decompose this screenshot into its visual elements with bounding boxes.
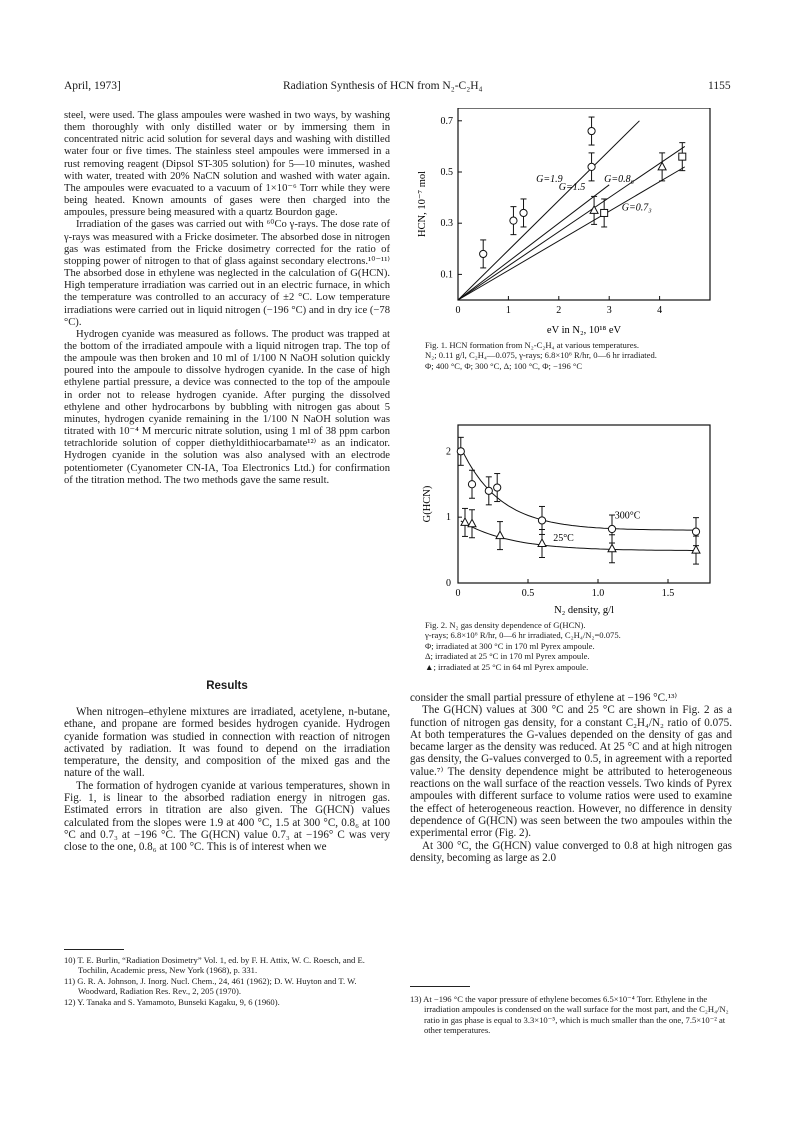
fig1-caption-title: Fig. 1. HCN formation from N₂-C₂H₄ at various temperatures.: [425, 340, 640, 350]
data-point: [538, 517, 545, 524]
data-point: [485, 487, 492, 494]
x-tick-label: 4: [657, 305, 663, 316]
paragraph: When nitrogen–ethylene mixtures are irradiated, acetylene, n-butane, ethane, and propane are formed besides hydrogen cyanide. Hydrogen cyanide formation was studied in connection with reaction of nitrogen activated by radiation. It was found to depend on the irradiation temperature, the density, and composition of the mixed gas and the nature of the wall.: [64, 706, 390, 780]
fig2-legend-item: Φ; irradiated at 300 °C in 170 ml Pyrex ampoule.: [425, 640, 595, 651]
data-point: [608, 525, 615, 532]
results-text: [64, 706, 390, 854]
y-tick-label: 0.1: [440, 269, 453, 281]
header-page-number: 1155: [708, 80, 731, 92]
data-point: [588, 127, 595, 134]
paragraph: consider the small partial pressure of ethylene at −196 °C.¹³⁾: [410, 692, 678, 704]
y-axis-label: G(HCN): [422, 485, 433, 523]
y-tick-label: 2: [446, 446, 451, 458]
x-tick-label: 1.0: [591, 588, 605, 599]
y-tick-label: 0.3: [440, 218, 453, 230]
footnote: 13) At −196 °C the vapor pressure of ethylene becomes 6.5×10⁻⁴ Torr. Ethylene in the irradiation ampoules is condensed on the wall surface for the most part, and the C₂H₄/N₂ ratio in gas phase is equal to 3.3×10⁻⁵, which is much smaller than the one, 7.5×10⁻² at other temperatures.: [410, 994, 729, 1036]
x-tick-label: 0: [455, 305, 461, 316]
paragraph: steel, were used. The glass ampoules were washed in two ways, by washing them thoroughly with only distilled water or by immersing them in concentrated nitric acid solution for several days and washing with distilled water four or five times. The stainless steel ampoules were immersed in a rust removing reagent (Dipsol ST-305 solution) for 5—10 minutes, washed with water, treated with 20% NaCN solution and washed with water again. The ampoules were evacuated to a vacuum of 1×10⁻⁶ Torr while they were being heated. Known amounts of gases were then charged into the ampoules, pressure being measured with a quartz Bourdon gage.: [64, 110, 390, 219]
x-axis-label: N₂ density, g/l: [554, 605, 614, 616]
footnotes-left: [64, 955, 390, 1007]
data-point: [588, 163, 595, 170]
trend-curve: [461, 521, 699, 551]
footnote: 11) G. R. A. Johnson, J. Inorg. Nucl. Chem., 24, 461 (1962); D. W. Huyton and T. W. Woodward, Radiation Res. Rev., 2, 205 (1970).: [64, 975, 357, 997]
data-point: [480, 250, 487, 257]
x-tick-label: 3: [606, 305, 612, 316]
fit-line: [458, 146, 685, 300]
fig1-caption-line: N₂; 0.11 g/l, C₂H₄—0.075, γ-rays; 6.8×10⁶ R/hr, 0—6 hr irradiated.: [425, 350, 657, 361]
x-tick-label: 1: [505, 305, 511, 316]
series-label: G=1.9: [536, 174, 563, 186]
data-point: [457, 448, 464, 455]
paragraph: Hydrogen cyanide was measured as follows. The product was trapped at the bottom of the irradiated ampoule with a liquid nitrogen trap. The top of the ampoule was then broken and 10 ml of 1/100 N NaOH solution quickly poured into the ampoule to dissolve hydrogen cyanide. In the case of high ethylene partial pressure, a device was connected to the top of the ampoule in order not to release hydrogen cyanide. After purging the dissolved ethylene and other hydrocarbons by bubbling with nitrogen gas about 5 minutes, hydrogen cyanide remaining in the 1/100 N NaOH solution was titrated with 10⁻⁴ M mercuric nitrate solution, using 1 ml of 38 ppm carbon tetrachloride solution of copper diethyldithiocarbamate¹²⁾ as an indicator. Hydrogen cyanide in the solution was also analysed with an electrode potentiometer (Cyanometer CN-IA, Toa Electronics Ltd.) for confirmation of the titration method. The two methods gave the same result.: [64, 328, 390, 486]
series-label: G=0.7₃: [621, 202, 652, 214]
x-axis-label: eV in N₂, 10¹⁸ eV: [546, 325, 622, 336]
y-tick-label: 1: [446, 512, 451, 524]
x-tick-label: 0.5: [521, 588, 535, 599]
x-tick-label: 0: [455, 588, 461, 599]
data-point: [494, 484, 501, 491]
data-point: [692, 528, 699, 535]
fit-line: [458, 121, 639, 300]
series-label: 300°C: [614, 510, 641, 522]
fig1-caption: [425, 340, 725, 371]
data-point: [520, 209, 527, 216]
data-point: [692, 546, 700, 554]
data-point: [679, 153, 686, 160]
right-column: [410, 692, 732, 864]
footnote: 12) Y. Tanaka and S. Yamamoto, Bunseki Kagaku, 9, 6 (1960).: [64, 996, 280, 1007]
fig2-caption-title: Fig. 2. N₂ gas density dependence of G(HCN).: [425, 620, 586, 630]
data-point: [510, 217, 517, 224]
series-label: 25°C: [553, 532, 574, 544]
data-point: [601, 209, 608, 216]
header-title: Radiation Synthesis of HCN from N₂-C₂H₄: [283, 80, 483, 92]
data-point: [468, 519, 476, 527]
y-axis-label: HCN, 10⁻⁷ mol: [417, 170, 428, 238]
paragraph: The G(HCN) values at 300 °C and 25 °C are shown in Fig. 2 as a function of nitrogen gas density, for a constant C₂H₄/N₂ ratio of 0.075. At both temperatures the G-values depended on the density of gas and became larger as the density was reduced. At 25 °C and at high nitrogen gas density, the G-values converged to 0.5, in agreement with a reported value.⁷⁾ The density dependence might be attributed to heterogeneous reactions on the wall surface of the reaction vessels. Two kinds of Pyrex ampoules with different surface to volume ratios were used to examine the effect of heterogeneous reaction. However, no difference in density dependence of G(HCN) was seen between the two ampoules within the experimental error (Fig. 2).: [410, 704, 732, 840]
fig2-caption-line: γ-rays; 6.8×10⁶ R/hr, 0—6 hr irradiated, C₂H₄/N₂=0.075.: [425, 630, 621, 641]
data-point: [496, 531, 504, 539]
footnote-rule: [64, 949, 124, 950]
footnote-rule: [410, 986, 470, 987]
paragraph: Irradiation of the gases was carried out with ⁶⁰Co γ-rays. The dose rate of γ-rays was measured with a Fricke dosimeter. The absorbed dose in nitrogen gas was estimated from the Fricke dosimetry corrected for the ratio of stopping power of nitrogen to that of glass against secondary electrons.¹⁰⁻¹¹⁾ The absorbed dose in ethylene was neglected in the calculation of G(HCN). High temperature irradiation was carried out in an electric furnace, in which the temperature was controlled to an accuracy of ±2 °C. Low temperature irradiations were carried out in liquid nitrogen (−196 °C) and in dry ice (−78 °C).: [64, 219, 390, 328]
section-title: Results: [206, 680, 248, 692]
fig2-caption: [425, 620, 725, 672]
x-tick-label: 2: [556, 305, 562, 316]
paragraph: The formation of hydrogen cyanide at various temperatures, shown in Fig. 1, is linear to the absorbed radiation energy in nitrogen gas. Estimated errors in titration are also given. The G(HCN) values calculated from the slopes were 1.9 at 400 °C, 1.5 at 300 °C, 0.8₆ at 100 °C and 0.7₃ at −196 °C. The G(HCN) value 0.7₃ at −196° C was very close to the one, 0.8₆ at 100 °C. This is of interest when we: [64, 779, 390, 854]
y-tick-label: 0: [446, 578, 451, 589]
fig2-legend-item: ▲; irradiated at 25 °C in 64 ml Pyrex ampoule.: [425, 661, 589, 672]
data-point: [468, 481, 475, 488]
x-tick-label: 1.5: [661, 588, 675, 599]
y-tick-label: 0.5: [440, 167, 453, 178]
series-label: G=1.5: [558, 181, 586, 193]
paragraph: At 300 °C, the G(HCN) value converged to 0.8 at high nitrogen gas density, becoming as large as 2.0: [410, 839, 732, 864]
header-date: April, 1973]: [64, 80, 121, 92]
fig2-legend-item: Δ; irradiated at 25 °C in 170 ml Pyrex ampoule.: [425, 651, 590, 662]
data-point: [608, 544, 616, 552]
footnote: 10) T. E. Burlin, “Radiation Dosimetry” Vol. 1, ed. by F. H. Attix, W. C. Roesch, and E. Tochilin, Academic press, New York (1968), p. 331.: [64, 955, 365, 976]
footnote-right: [410, 994, 732, 1036]
fig1-caption-line: Φ; 400 °C, Φ; 300 °C, Δ; 100 °C, Φ; −196 °C: [425, 360, 583, 371]
y-tick-label: 0.7: [440, 115, 453, 127]
fig1-chart: [405, 108, 735, 338]
data-point: [538, 539, 546, 547]
left-column: [64, 110, 390, 487]
plot-frame: [458, 425, 710, 583]
series-label: G=0.8₆: [604, 174, 635, 186]
fit-line: [458, 185, 609, 300]
fig2-chart: [405, 420, 735, 620]
